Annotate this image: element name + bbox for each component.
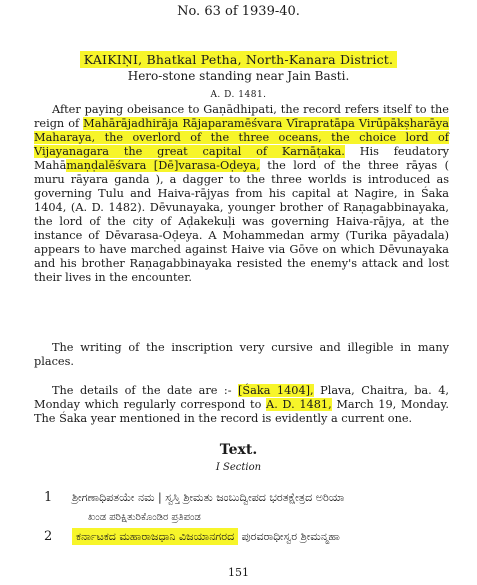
line-number: 2: [44, 529, 53, 544]
page-number: 151: [228, 566, 249, 579]
record-number: No. 63 of 1939-40.: [177, 4, 300, 19]
section-label: I Section: [215, 462, 262, 473]
paragraph-summary-text-2: His feudatory Mahā: [34, 145, 449, 172]
record-date: A. D. 1481.: [210, 90, 267, 100]
record-title: [0, 52, 477, 67]
text-heading: Text.: [219, 442, 258, 458]
kannada-line-1: [44, 490, 474, 505]
highlight-kannada-capital: ಕರ್ನಾಟಕದ ಮಹಾರಾಜಧಾನಿ ವಿಜಯಾನಗರದ: [72, 528, 238, 545]
record-subtitle: Hero-stone standing near Jain Basti.: [127, 69, 350, 83]
paragraph-writing-text: The writing of the inscription very cursive and illegible in many places.: [34, 341, 449, 368]
kannada-line-1-continuation: ಖಂಡ ಪರಿಕ್ಷಿತುರಿಕೊಂಡಿರ ಪ್ರತಿಪಂಡ: [88, 512, 201, 523]
paragraph-writing: [34, 341, 449, 369]
highlight-saka-year: [Śaka 1404],: [237, 384, 314, 397]
line-number: 1: [44, 490, 53, 505]
paragraph-summary: [34, 103, 449, 285]
kannada-line-text: ಶ್ರೀಗಣಾಧಿಪತಯೇ ನಮ | ಸ್ವಸ್ತಿ ಶ್ರೀಮತು ಜಂಬುದ್ವೀಪದ ಭರತಕ್ಷೇತ್ರದ ಅರಿಯಾ: [72, 491, 345, 504]
paragraph-summary-text-3: the lord of the three rāyas ( muru rāyara ganda ), a dagger to the three worlds is introduced as governing Tulu and Haiva-rājyas from his capital at Nagire, in Śaka 1404, (A. D. 1482). Dēvunayaka, younger brother of Raṇagabbinayaka, the lord of the city of Aḍakekuḷi was governing Haiva-rājya, at the instance of Dēvarasa-Oḍeya. A Mohammedan army (Turika pāyadala) appears to have marched against Haive via Gōve on which Dēvunayaka and his brother Raṇagabbinayaka resisted the enemy's attack and lost their lives in the encounter.: [34, 159, 449, 284]
kannada-line-text: ಪುರವರಾಧೀಸ್ವರ ಶ್ರೀಮನ್ಮಹಾ: [238, 530, 340, 543]
highlight-ad-year: A. D. 1481,: [266, 398, 332, 411]
paragraph-date-details: [34, 384, 449, 426]
highlight-king-title: Mahārājadhirāja Rājaparamēśvara Vīrapratāpa Virūpākṣharāya Maharaya, the overlord of the three oceans, the choice lord of Vijayanagara the great capital of Karnāṭaka.: [34, 117, 449, 158]
paragraph-summary-text-1: After paying obeisance to Gaṇādhipati, the record refers itself to the reign of: [34, 103, 449, 130]
kannada-line-2: [44, 529, 474, 544]
paragraph-date-text-3: March 19, Monday. The Śaka year mentioned in the record is evidently a current one.: [34, 398, 449, 425]
paragraph-date-text-1: The details of the date are :-: [52, 384, 238, 397]
paragraph-date-text-2: Plava, Chaitra, ba. 4, Monday which regularly correspond to: [34, 384, 449, 411]
record-title-highlight: KAIKIṆI, Bhatkal Petha, North-Kanara District.: [80, 51, 397, 68]
highlight-feudatory-name: maṇḍalēśvara [Dē]varasa-Oḍeya,: [66, 159, 260, 172]
